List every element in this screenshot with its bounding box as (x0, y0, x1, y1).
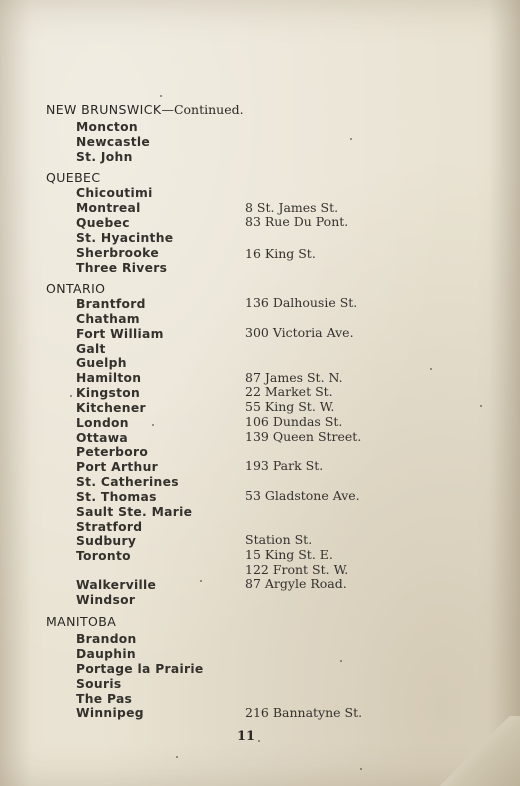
city-hamilton: Hamilton (76, 371, 142, 385)
address-kingston: 22 Market St. (245, 384, 333, 399)
paper-speck (160, 95, 162, 97)
city-st-catherines: St. Catherines (76, 475, 179, 489)
city-brantford: Brantford (76, 297, 146, 311)
address-toronto-king: 15 King St. E. (245, 547, 333, 562)
address-brantford: 136 Dalhousie St. (245, 295, 358, 310)
paper-speck (340, 660, 342, 662)
city-souris: Souris (76, 677, 122, 691)
city-dauphin: Dauphin (76, 647, 136, 661)
address-sherbrooke: 16 King St. (245, 246, 316, 261)
city-fort-william: Fort William (76, 327, 164, 341)
heading-text: NEW BRUNSWICK (46, 102, 162, 117)
city-kingston: Kingston (76, 386, 141, 400)
page-number: 11 (237, 729, 256, 744)
city-winnipeg: Winnipeg (76, 706, 144, 720)
address-fort-william: 300 Victoria Ave. (245, 325, 354, 340)
city-galt: Galt (76, 342, 106, 356)
city-moncton: Moncton (76, 120, 138, 134)
city-brandon: Brandon (76, 632, 137, 646)
city-st-john: St. John (76, 150, 133, 164)
address-montreal: 8 St. James St. (245, 200, 339, 215)
city-peterboro: Peterboro (76, 445, 149, 459)
heading-continued: —Continued. (161, 102, 244, 117)
city-port-arthur: Port Arthur (76, 460, 159, 474)
address-london: 106 Dundas St. (245, 414, 343, 429)
city-newcastle: Newcastle (76, 135, 151, 149)
address-quebec: 83 Rue Du Pont. (245, 214, 349, 229)
city-guelph: Guelph (76, 356, 127, 370)
paper-speck (360, 768, 362, 770)
city-kitchener: Kitchener (76, 401, 146, 415)
city-walkerville: Walkerville (76, 578, 157, 592)
city-chatham: Chatham (76, 312, 140, 326)
city-stratford: Stratford (76, 520, 143, 534)
city-london: London (76, 416, 129, 430)
city-st-hyacinthe: St. Hyacinthe (76, 231, 174, 245)
address-st-thomas: 53 Gladstone Ave. (245, 488, 360, 503)
address-sudbury: Station St. (245, 532, 313, 547)
section-heading-quebec: QUEBEC (46, 170, 101, 185)
address-walkerville: 87 Argyle Road. (245, 576, 347, 591)
city-portage-la-prairie: Portage la Prairie (76, 662, 204, 676)
address-ottawa: 139 Queen Street. (245, 429, 362, 444)
address-port-arthur: 193 Park St. (245, 458, 324, 473)
city-toronto: Toronto (76, 549, 131, 563)
city-montreal: Montreal (76, 201, 141, 215)
section-heading-manitoba: MANITOBA (46, 614, 117, 629)
paper-speck (430, 368, 432, 370)
city-sherbrooke: Sherbrooke (76, 246, 159, 260)
city-windsor: Windsor (76, 593, 136, 607)
city-the-pas: The Pas (76, 692, 133, 706)
paper-speck (350, 138, 352, 140)
paper-speck (152, 424, 154, 426)
paper-speck (480, 405, 482, 407)
city-sudbury: Sudbury (76, 534, 137, 548)
paper-speck (176, 756, 178, 758)
paper-speck (200, 580, 202, 582)
city-ottawa: Ottawa (76, 431, 128, 445)
city-sault-ste-marie: Sault Ste. Marie (76, 505, 193, 519)
section-heading-new-brunswick (46, 102, 244, 117)
address-kitchener: 55 King St. W. (245, 399, 335, 414)
paper-speck (258, 740, 260, 742)
address-hamilton: 87 James St. N. (245, 370, 343, 385)
address-winnipeg: 216 Bannatyne St. (245, 705, 363, 720)
paper-speck (70, 395, 72, 397)
city-chicoutimi: Chicoutimi (76, 186, 153, 200)
address-toronto-front: 122 Front St. W. (245, 562, 349, 577)
city-st-thomas: St. Thomas (76, 490, 157, 504)
city-three-rivers: Three Rivers (76, 261, 168, 275)
section-heading-ontario: ONTARIO (46, 281, 106, 296)
city-quebec: Quebec (76, 216, 130, 230)
